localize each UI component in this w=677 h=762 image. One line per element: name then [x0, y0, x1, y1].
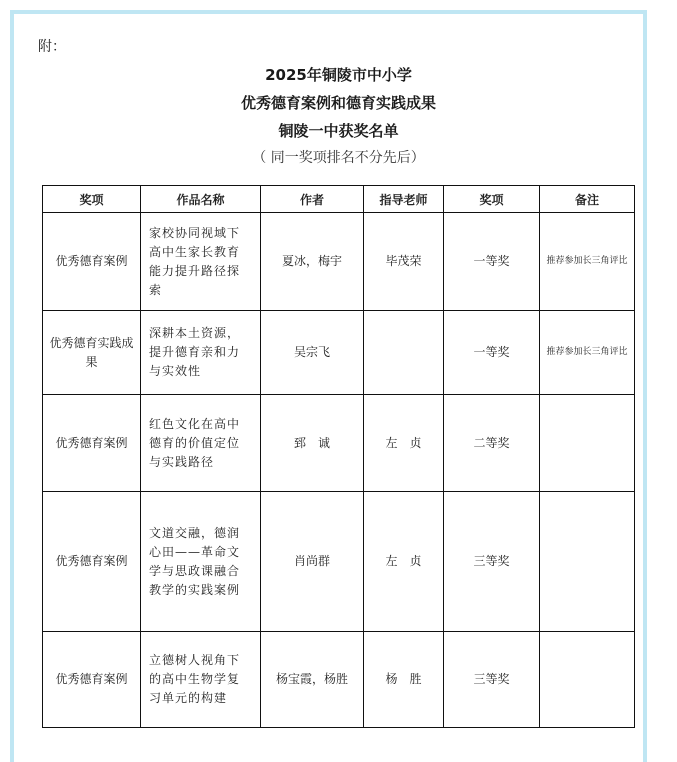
cell-work-title: 文道交融，德润心田——革命文学与思政课融合教学的实践案例 [141, 492, 261, 632]
table-row [43, 311, 635, 395]
ranking-note: （ 同一奖项排名不分先后） [252, 150, 425, 166]
cell-award: 二等奖 [444, 395, 540, 492]
cell-work-title: 家校协同视域下高中生家长教育能力提升路径探索 [141, 213, 261, 311]
cell-note [540, 492, 635, 632]
cell-author: 郅 诚 [261, 395, 364, 492]
cell-teacher: 杨 胜 [364, 632, 444, 728]
cell-author: 肖尚群 [261, 492, 364, 632]
cell-award: 三等奖 [444, 632, 540, 728]
title-category-line: 优秀德育案例和德育实践成果 [240, 94, 436, 112]
cell-note: 推荐参加长三角评比 [540, 311, 635, 395]
cell-teacher [364, 311, 444, 395]
cell-category: 优秀德育案例 [43, 632, 141, 728]
header-work-title: 作品名称 [141, 186, 261, 213]
cell-author: 吴宗飞 [261, 311, 364, 395]
cell-category: 优秀德育案例 [43, 395, 141, 492]
cell-work-title: 深耕本土资源，提升德育亲和力与实效性 [141, 311, 261, 395]
cell-category: 优秀德育案例 [43, 492, 141, 632]
cell-award: 一等奖 [444, 311, 540, 395]
header-author: 作者 [261, 186, 364, 213]
title-school-line: 铜陵一中获奖名单 [278, 122, 399, 140]
header-teacher: 指导老师 [364, 186, 444, 213]
table-row [43, 632, 635, 728]
header-note: 备注 [540, 186, 635, 213]
table-row [43, 213, 635, 311]
cell-award: 一等奖 [444, 213, 540, 311]
cell-note [540, 395, 635, 492]
cell-author: 杨宝霞，杨胜 [261, 632, 364, 728]
header-award: 奖项 [444, 186, 540, 213]
cell-author: 夏冰，梅宇 [261, 213, 364, 311]
cell-award: 三等奖 [444, 492, 540, 632]
cell-category: 优秀德育案例 [43, 213, 141, 311]
cell-note: 推荐参加长三角评比 [540, 213, 635, 311]
cell-category: 优秀德育实践成果 [43, 311, 141, 395]
title-year-line: 2025年铜陵市中小学 [265, 66, 412, 84]
appendix-label: 附： [38, 39, 66, 55]
table-header-row [43, 186, 635, 213]
cell-work-title: 红色文化在高中德育的价值定位与实践路径 [141, 395, 261, 492]
cell-work-title: 立德树人视角下的高中生物学复习单元的构建 [141, 632, 261, 728]
table-row [43, 492, 635, 632]
header-category: 奖项 [43, 186, 141, 213]
cell-teacher: 毕茂荣 [364, 213, 444, 311]
table-row [43, 395, 635, 492]
cell-teacher: 左 贞 [364, 492, 444, 632]
award-table [42, 185, 635, 728]
cell-note [540, 632, 635, 728]
cell-teacher: 左 贞 [364, 395, 444, 492]
